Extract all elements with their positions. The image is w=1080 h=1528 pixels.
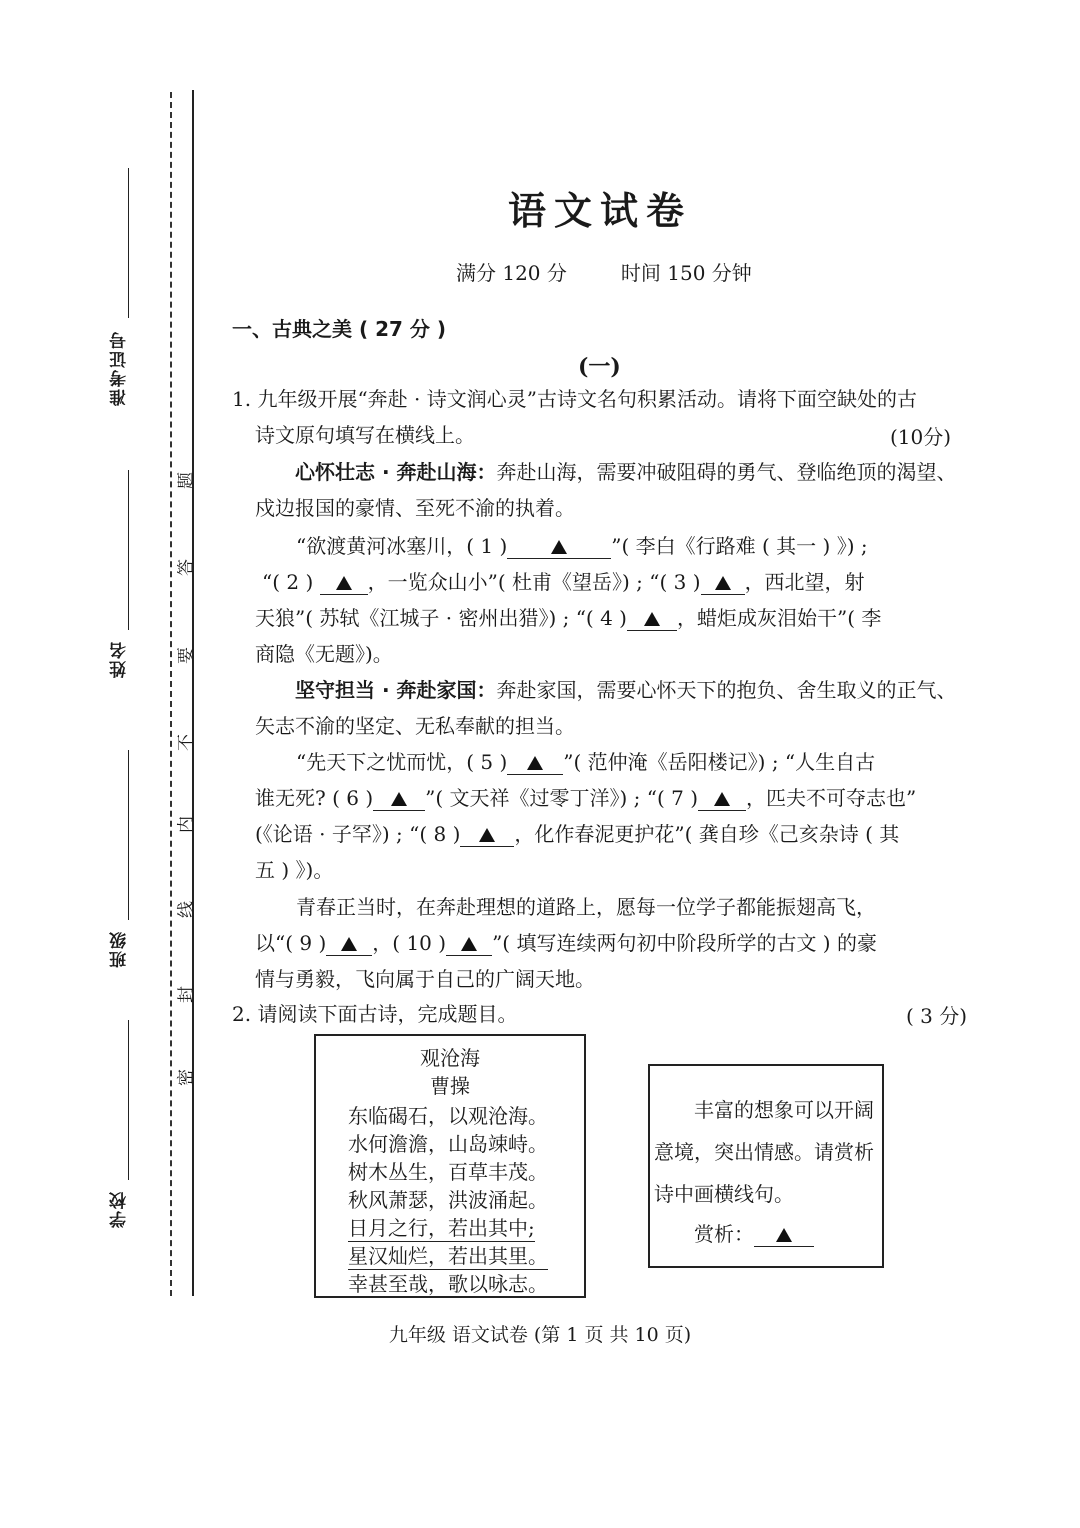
text: ”( 填写连续两句初中阶段所学的古文 ) 的豪 [492, 931, 877, 955]
text: ，蜡炬成灰泪始干”( 李 [676, 606, 882, 630]
triangle-icon [391, 792, 407, 806]
text: ，西北望，射 [744, 570, 865, 594]
answer-blank-6[interactable] [373, 786, 425, 811]
answer-blank-4[interactable] [627, 606, 677, 631]
text: 谁无死? ( 6 ) [255, 786, 374, 810]
answer-label: 赏析： [694, 1222, 754, 1246]
theme2-text: 奔赴家国，需要心怀天下的抱负、舍生取义的正气、 [496, 678, 957, 702]
poem-line: 水何澹澹，山岛竦峙。 [348, 1132, 548, 1156]
poem-line-underlined: 日月之行，若出其中; [348, 1212, 535, 1242]
triangle-icon [479, 828, 495, 842]
answer-blank-8[interactable] [460, 822, 514, 847]
closing-line2 [255, 929, 877, 957]
exam-number-label: 准考证号 [110, 330, 130, 406]
q2-score: ( 3 分) [906, 1004, 968, 1028]
school-line [128, 1020, 129, 1180]
text: (《论语 · 子罕》) ; “( 8 ) [255, 822, 461, 846]
seal-char: 题 [176, 472, 197, 489]
text: “欲渡黄河冰塞川，( 1 ) [296, 534, 508, 558]
page-footer: 九年级 语文试卷 (第 1 页 共 10 页) [388, 1324, 692, 1346]
poem-box [314, 1034, 586, 1298]
triangle-icon [715, 576, 731, 590]
text: “先天下之忧而忧，( 5 ) [296, 750, 508, 774]
q1-line-p4: 商隐《无题》)。 [255, 642, 393, 666]
q1-line-p8: 五 ) 》)。 [255, 858, 334, 882]
q1-line-p6 [255, 784, 916, 812]
seal-char: 封 [176, 986, 197, 1003]
theme2-text2: 矢志不渝的坚定、无私奉献的担当。 [255, 714, 575, 738]
poem-line: 秋风萧瑟，洪波涌起。 [348, 1188, 548, 1212]
triangle-icon [336, 576, 352, 590]
poem-line: 树木丛生，百草丰茂。 [348, 1160, 548, 1184]
seal-char: 要 [176, 647, 197, 664]
triangle-icon [461, 937, 477, 951]
answer-blank-appreciation[interactable] [754, 1222, 814, 1247]
q1-line-p2 [262, 568, 865, 596]
q1-stem-line2: 诗文原句填写在横线上。 [255, 423, 475, 447]
seal-char: 内 [176, 816, 197, 833]
text: ，( 10 ) [372, 931, 447, 955]
seal-char: 密 [176, 1069, 197, 1086]
name-label: 姓名 [110, 640, 130, 678]
q1-score: (10分) [890, 425, 952, 449]
triangle-icon [776, 1228, 792, 1242]
poem-author: 曹操 [430, 1074, 470, 1098]
triangle-icon [644, 612, 660, 626]
poem-line: 东临碣石，以观沧海。 [348, 1104, 548, 1128]
exam-title: 语文试卷 [507, 188, 692, 233]
text: 以“( 9 ) [255, 931, 327, 955]
text: ”( 范仲淹《岳阳楼记》) ; “人生自古 [563, 750, 876, 774]
theme1-text: 奔赴山海，需要冲破阻碍的勇气、登临绝顶的渴望、 [496, 460, 957, 484]
answer-blank-5[interactable] [507, 750, 563, 775]
seal-char: 线 [176, 901, 197, 918]
q1-line-p7 [255, 820, 899, 848]
closing-line3: 情与勇毅，飞向属于自己的广阔天地。 [255, 967, 595, 991]
q1-line-p1 [296, 532, 868, 560]
triangle-icon [527, 756, 543, 770]
poem-line: 幸甚至哉，歌以咏志。 [348, 1272, 548, 1296]
theme2-title: 坚守担当 · 奔赴家国： [295, 678, 497, 702]
school-label: 学校 [110, 1190, 130, 1228]
name-line [128, 470, 129, 630]
text: ，匹夫不可夺志也” [746, 786, 917, 810]
poem-title: 观沧海 [420, 1046, 480, 1070]
full-score: 满分 120 分 [456, 261, 567, 285]
prompt-box [648, 1064, 884, 1268]
text: 天狼”( 苏轼《江城子 · 密州出猎》) ; “( 4 ) [255, 606, 627, 630]
seal-char: 不 [176, 734, 197, 751]
text: ，一览众山小”( 杜甫《望岳》) ; “( 3 ) [367, 570, 701, 594]
theme2-line [295, 676, 957, 704]
answer-blank-3[interactable] [701, 570, 745, 595]
prompt-line3: 诗中画横线句。 [654, 1182, 794, 1206]
prompt-line2: 意境，突出情感。请赏析 [654, 1140, 874, 1164]
text: ”( 文天祥《过零丁洋》) ; “( 7 ) [425, 786, 699, 810]
answer-blank-10[interactable] [446, 931, 492, 956]
class-line [128, 750, 129, 920]
poem-line-underlined: 星汉灿烂，若出其里。 [348, 1240, 548, 1270]
seal-char: 答 [176, 559, 197, 576]
closing-line1: 青春正当时，在奔赴理想的道路上，愿每一位学子都能振翅高飞， [296, 895, 876, 919]
q1-line-p3 [255, 604, 881, 632]
theme1-line [295, 458, 957, 486]
triangle-icon [714, 792, 730, 806]
answer-blank-2[interactable] [320, 570, 368, 595]
triangle-icon [341, 937, 357, 951]
section-heading: 一、古典之美 ( 27 分 ) [232, 317, 446, 341]
binding-dashed-line [170, 92, 172, 1296]
answer-blank-1[interactable] [507, 534, 611, 559]
text: ，化作春泥更护花”( 龚自珍《己亥杂诗 ( 其 [514, 822, 900, 846]
triangle-icon [551, 540, 567, 554]
binding-solid-line [192, 90, 194, 1296]
class-label: 班级 [110, 930, 130, 968]
theme1-title: 心怀壮志 · 奔赴山海： [295, 460, 497, 484]
exam-time: 时间 150 分钟 [620, 261, 752, 285]
q1-line-p5 [296, 748, 875, 776]
answer-line [694, 1218, 814, 1247]
answer-blank-7[interactable] [698, 786, 746, 811]
prompt-line1: 丰富的想象可以开阔 [694, 1098, 874, 1122]
part-heading: (一) [578, 354, 621, 380]
q1-stem-line1: 1. 九年级开展“奔赴 · 诗文润心灵”古诗文名句积累活动。请将下面空缺处的古 [232, 387, 917, 411]
text: “( 2 ) [262, 570, 314, 594]
q2-stem: 2. 请阅读下面古诗，完成题目。 [232, 1002, 518, 1026]
answer-blank-9[interactable] [326, 931, 372, 956]
theme1-text2: 戍边报国的豪情、至死不渝的执着。 [255, 496, 575, 520]
text: ”( 李白《行路难 ( 其一 ) 》) ; [611, 534, 868, 558]
exam-info [456, 257, 806, 286]
